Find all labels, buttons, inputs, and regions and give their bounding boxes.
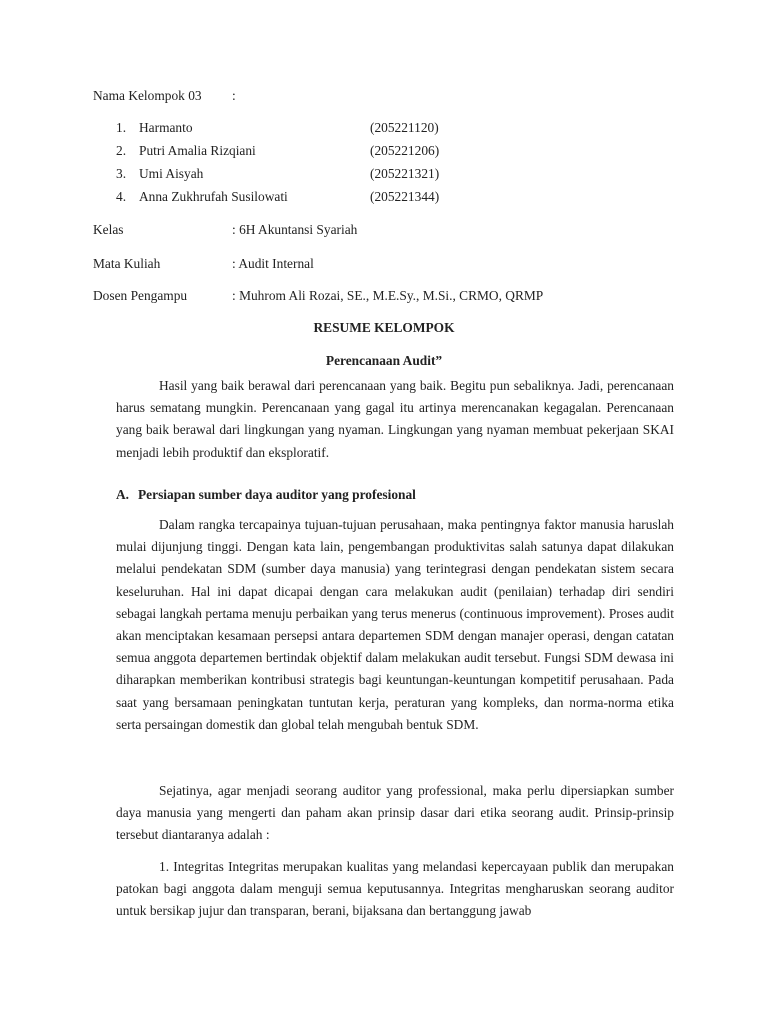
group-colon: : — [232, 88, 236, 103]
section-a-heading — [116, 487, 416, 503]
section-a-title: Persiapan sumber daya auditor yang profesional — [138, 487, 416, 502]
document-title: RESUME KELOMPOK — [313, 320, 455, 335]
document-subtitle: Perencanaan Audit” — [325, 353, 443, 368]
field-value-kelas: : 6H Akuntansi Syariah — [232, 222, 358, 237]
member-id: (205221206) — [370, 143, 440, 158]
section-a-paragraph-1: Dalam rangka tercapainya tujuan-tujuan perusahaan, maka pentingnya faktor manusia haruslah mulai dijunjung tinggi. Dengan kata lain, pengembangan produktivitas salah satunya dapat dilakukan melalui pendekatan SDM (sumber daya manusia) yang terintegrasi dengan pendekatan sistem secara keseluruhan. Hal ini dapat dicapai dengan cara melakukan audit (penilaian) terhadap diri sendiri sebagai langkah pertama menuju perbaikan yang terus menerus (continuous improvement). Proses audit akan menciptakan kesamaan persepsi antara departemen SDM dengan manajer operasi, dengan catatan semua anggota departemen bertindak objektif dalam melakukan audit tersebut. Fungsi SDM dewasa ini diharapkan memberikan kontribusi strategis bagi keuntungan-keuntungan kompetitif perusahaan. Pada saat yang bersamaan peningkatan tuntutan kerja, peraturan yang kompleks, dan norma-norma etika serta persaingan domestik dan global telah mengubah bentuk SDM. — [116, 517, 674, 732]
field-value-dosen: : Muhrom Ali Rozai, SE., M.E.Sy., M.Si., CRMO, QRMP — [232, 288, 544, 303]
member-number: 3. — [116, 166, 127, 181]
member-id: (205221321) — [370, 166, 440, 181]
intro-paragraph: Hasil yang baik berawal dari perencanaan yang baik. Begitu pun sebaliknya. Jadi, perencanaan harus sematang mungkin. Perencanaan yang gagal itu artinya merencanakan kegagalan. Perencanaan yang baik berawal dari lingkungan yang nyaman. Lingkungan yang nyaman membuat pekerjaan SKAI menjadi lebih produktif dan eksploratif. — [116, 378, 674, 460]
member-name: Umi Aisyah — [139, 166, 204, 181]
member-number: 4. — [116, 189, 127, 204]
field-value-mata-kuliah: : Audit Internal — [232, 256, 314, 271]
member-number: 1. — [116, 120, 127, 135]
field-label-mata-kuliah: Mata Kuliah — [93, 256, 161, 271]
member-id: (205221344) — [370, 189, 440, 204]
section-a-letter: A. — [116, 487, 130, 502]
member-number: 2. — [116, 143, 127, 158]
member-name: Harmanto — [139, 120, 193, 135]
member-id: (205221120) — [370, 120, 439, 135]
member-name: Putri Amalia Rizqiani — [139, 143, 256, 158]
group-label: Nama Kelompok 03 — [93, 88, 202, 103]
member-name: Anna Zukhrufah Susilowati — [139, 189, 288, 204]
principle-1-paragraph: 1. Integritas Integritas merupakan kualitas yang melandasi kepercayaan publik dan merupakan patokan bagi anggota dalam menguji semua keputusannya. Integritas mengharuskan seorang auditor untuk bersikap jujur dan transparan, berani, bijaksana dan bertanggung jawab — [116, 859, 674, 919]
section-a-paragraph-2: Sejatinya, agar menjadi seorang auditor yang professional, maka perlu dipersiapkan sumber daya manusia yang mengerti dan paham akan prinsip dasar dari etika seorang audit. Prinsip-prinsip tersebut diantaranya adalah : — [116, 783, 674, 843]
field-label-dosen: Dosen Pengampu — [93, 288, 188, 303]
field-label-kelas: Kelas — [93, 222, 124, 237]
